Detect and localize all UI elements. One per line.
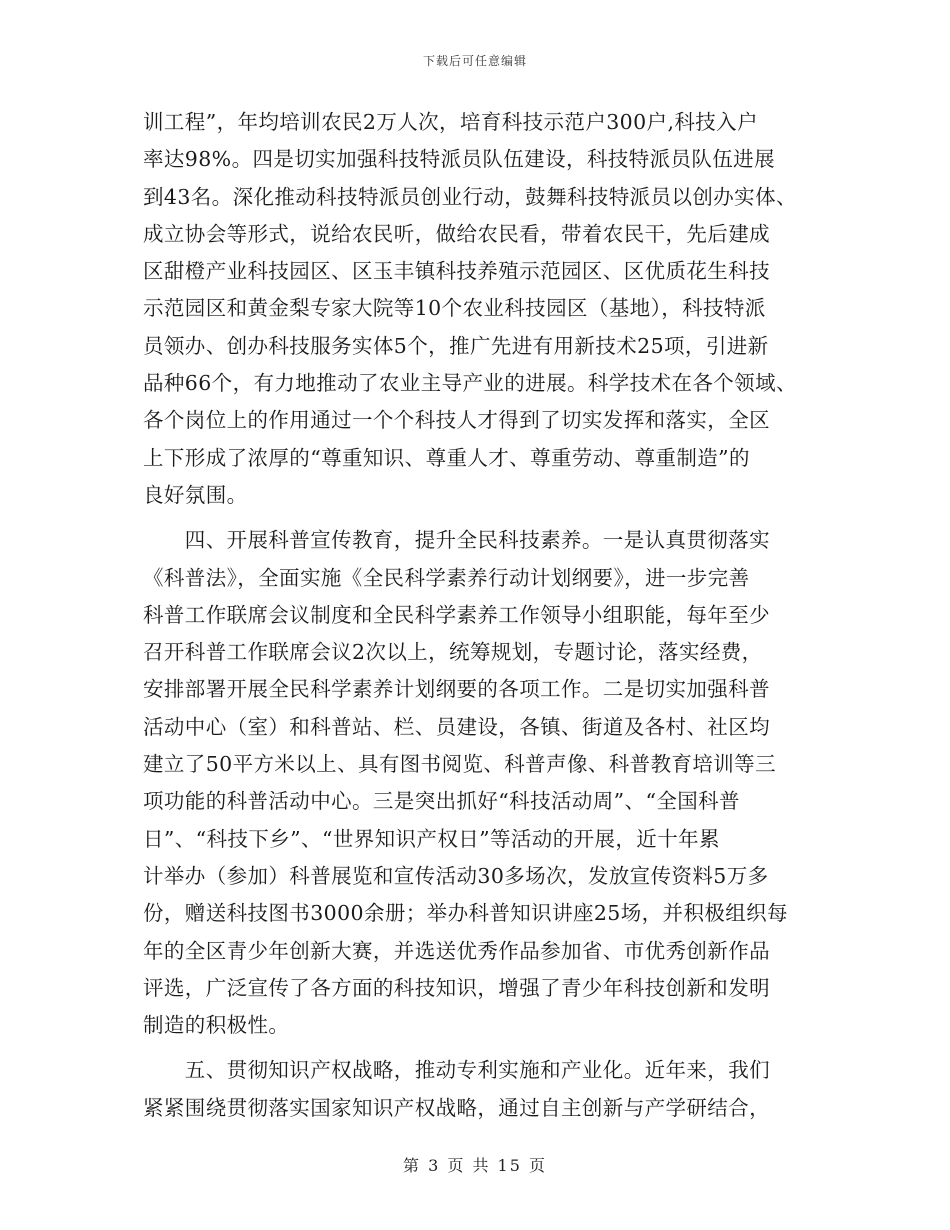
page-header-note: 下载后可任意编辑	[422, 54, 527, 68]
body-line: 品种66个，有力地推动了农业主导产业的进展。科学技术在各个领域、	[143, 371, 797, 396]
body-line: 率达98%。四是切实加强科技特派员队伍建设，科技特派员队伍进展	[143, 147, 775, 172]
body-line: 到43名。深化推动科技特派员创业行动，鼓舞科技特派员以创办实体、	[143, 184, 797, 209]
body-line: 份，赠送科技图书3000余册；举办科普知识讲座25场，并积极组织每	[143, 901, 788, 926]
body-line: 区甜橙产业科技园区、区玉丰镇科技养殖示范园区、区优质花生科技	[143, 259, 770, 284]
body-line: 制造的积极性。	[143, 1013, 290, 1038]
body-line: 召开科普工作联席会议2次以上，统筹规划，专题讨论，落实经费，	[143, 640, 763, 665]
body-line: 各个岗位上的作用通过一个个科技人才得到了切实发挥和落实，全区	[143, 408, 770, 433]
body-line: 年的全区青少年创新大赛，并选送优秀作品参加省、市优秀创新作品	[143, 938, 770, 963]
body-line: 五、贯彻知识产权战略，推动专利实施和产业化。近年来，我们	[143, 1058, 770, 1083]
paragraph-gap	[143, 514, 813, 522]
body-line: 示范园区和黄金梨专家大院等10个农业科技园区（基地），科技特派	[143, 296, 766, 321]
body-line: 科普工作联席会议制度和全民科学素养工作领导小组职能，每年至少	[143, 602, 770, 627]
body-line: 良好氛围。	[143, 482, 248, 507]
body-line: 员领办、创办科技服务实体5个，推广先进有用新技术25项，引进新	[143, 333, 769, 358]
document-body	[143, 104, 813, 1127]
body-line: 建立了50平方米以上、具有图书阅览、科普声像、科普教育培训等三	[143, 752, 776, 777]
body-line: 计举办（参加）科普展览和宣传活动30多场次，发放宣传资料5万多	[143, 863, 769, 888]
paragraph-gap	[143, 1044, 813, 1052]
body-line: 上下形成了浓厚的“尊重知识、尊重人才、尊重劳动、尊重制造”的	[143, 445, 750, 470]
body-line: 紧紧围绕贯彻落实国家知识产权战略，通过自主创新与产学研结合，	[143, 1095, 770, 1120]
body-line: 活动中心（室）和科普站、栏、员建设，各镇、街道及各村、社区均	[143, 714, 770, 739]
body-line: 训工程”，年均培训农民2万人次，培育科技示范户300户,科技入户	[143, 110, 758, 134]
body-line: 评选，广泛宣传了各方面的科技知识，增强了青少年科技创新和发明	[143, 975, 770, 1000]
body-line: 安排部署开展全民科学素养计划纲要的各项工作。二是切实加强科普	[143, 677, 770, 702]
body-line: 《科普法》，全面实施《全民科学素养行动计划纲要》，进一步完善	[143, 565, 750, 590]
page-number-footer: 第 3 页 共 15 页	[403, 1156, 547, 1175]
body-line: 成立协会等形式，说给农民听，做给农民看，带着农民干，先后建成	[143, 221, 770, 246]
body-line: 日”、“科技下乡”、“世界知识产权日”等活动的开展，近十年累	[143, 826, 720, 851]
body-line: 四、开展科普宣传教育，提升全民科技素养。一是认真贯彻落实	[143, 528, 770, 553]
body-line: 项功能的科普活动中心。三是突出抓好“科技活动周”、“全国科普	[143, 789, 740, 814]
